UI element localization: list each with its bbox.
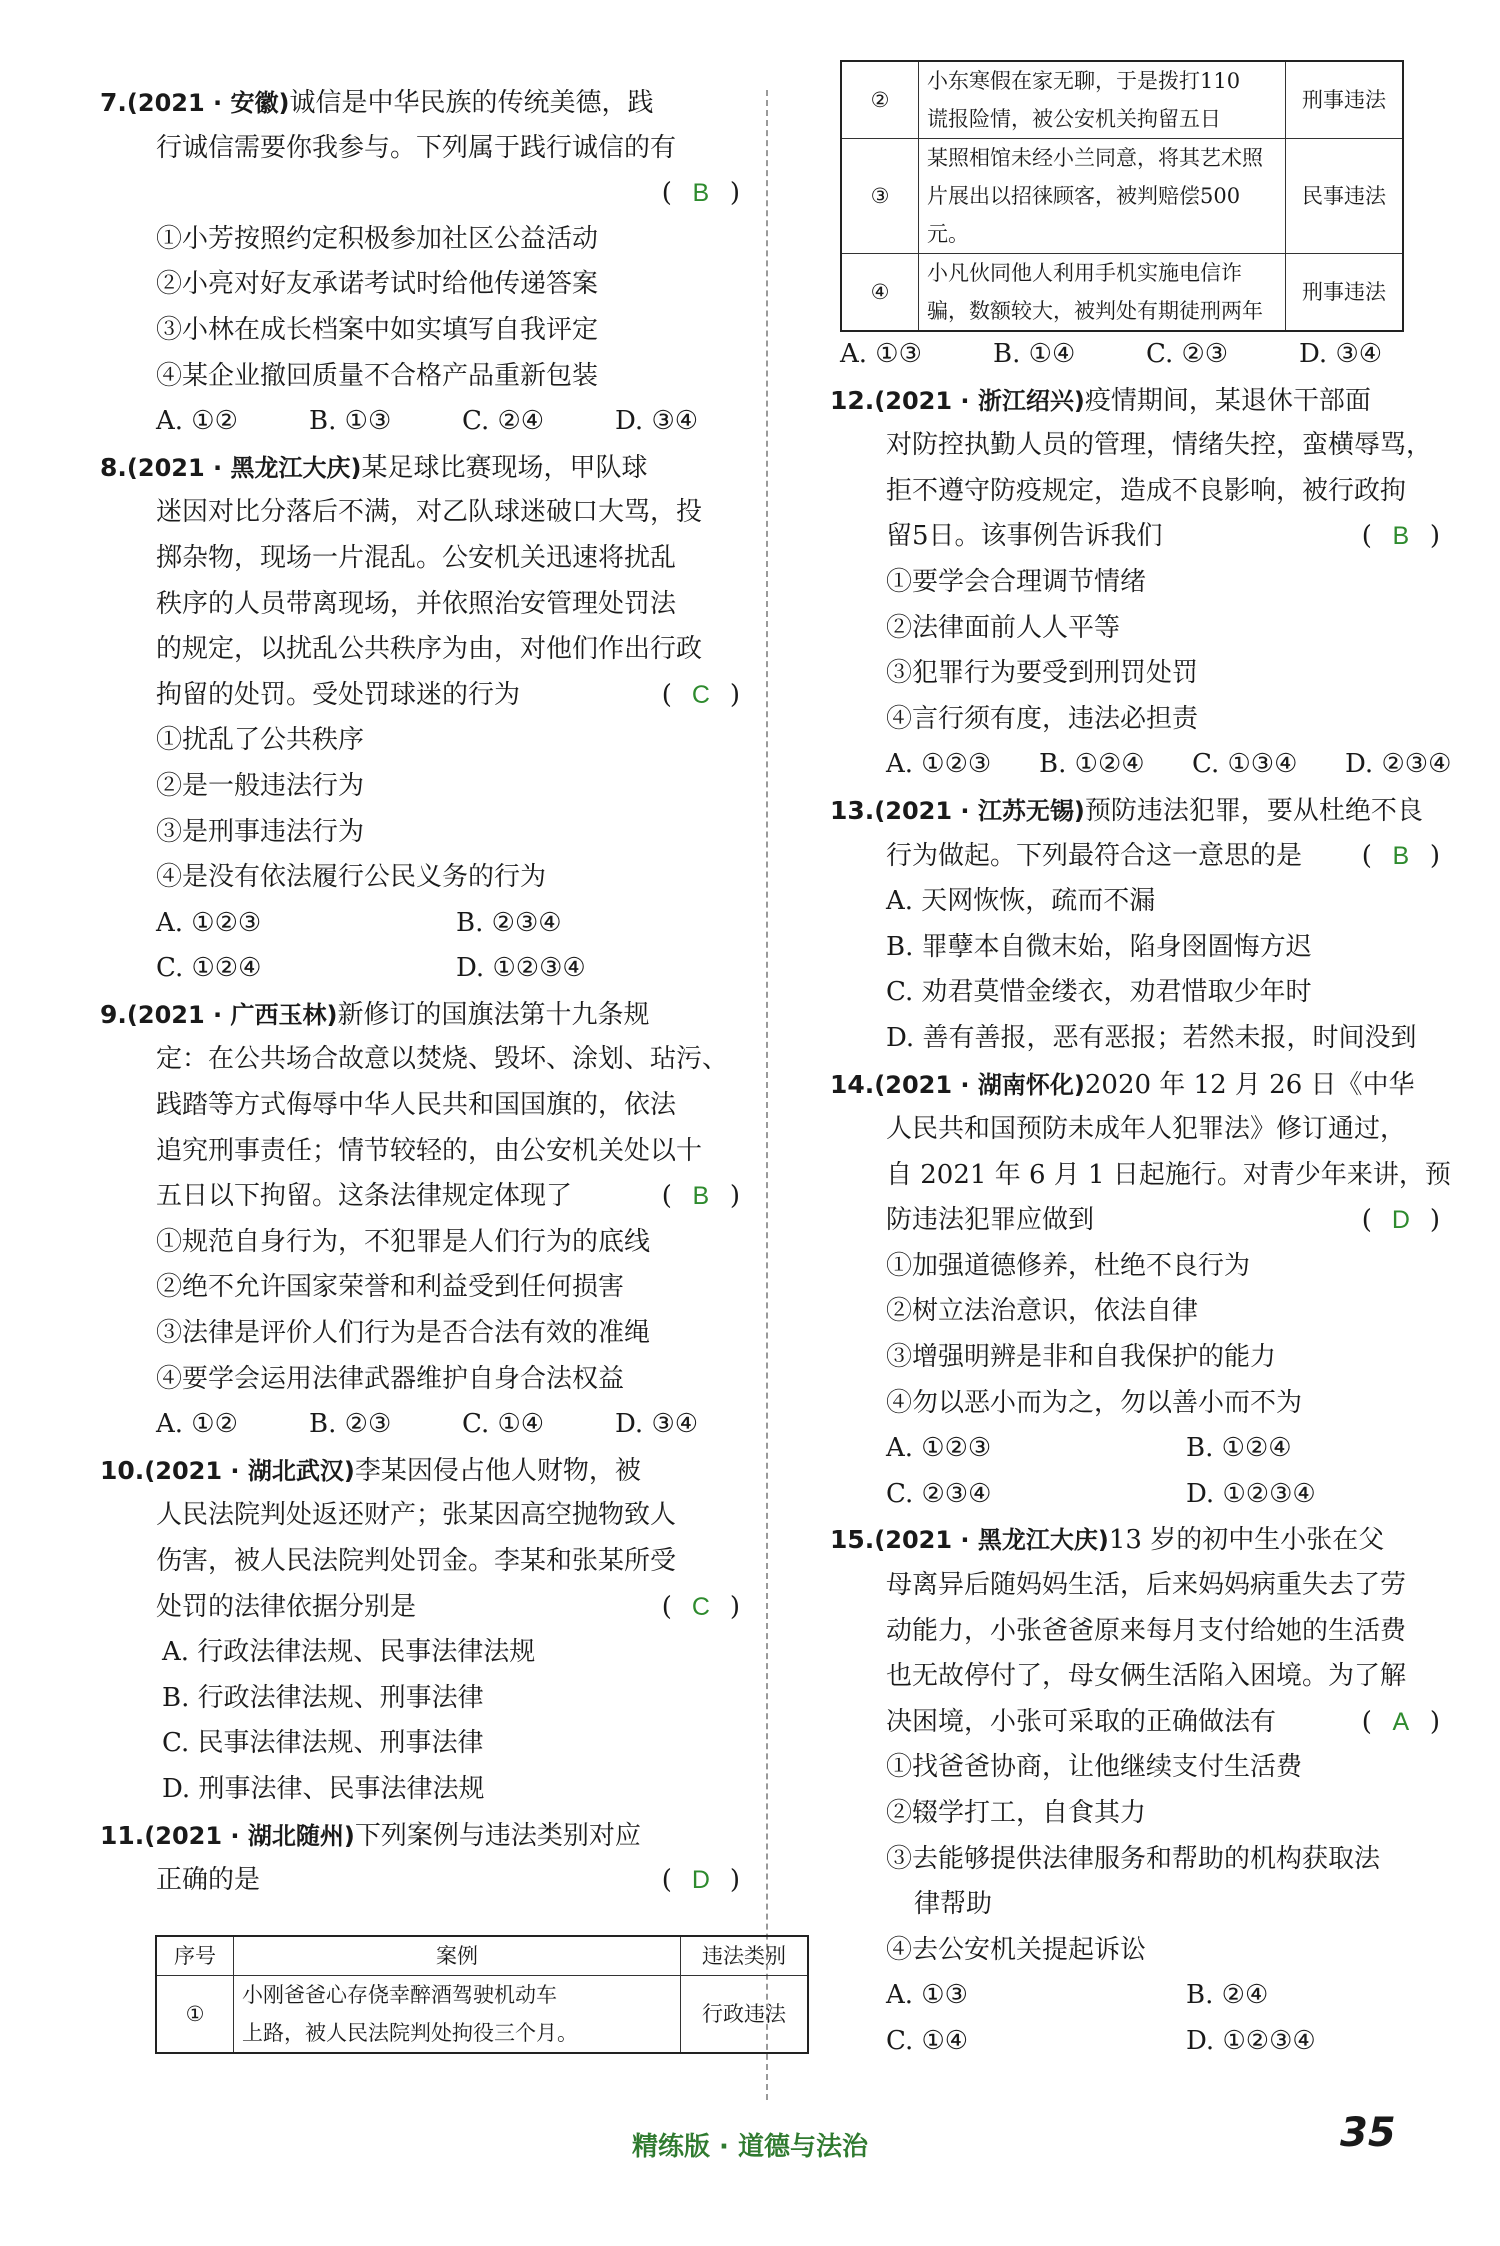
question-source: (2021 · 湖南怀化) — [874, 1070, 1085, 1099]
question-number: 13. — [830, 795, 875, 825]
answer-mark: B — [692, 179, 710, 208]
column-divider — [766, 90, 768, 2100]
answer-bracket: ( D ) — [1362, 1198, 1440, 1244]
question-number: 14. — [830, 1069, 875, 1099]
question-13: 13.(2021 · 江苏无锡)预防违法犯罪，要从杜绝不良 行为做起。下列最符合这一意思的是 ( B ) A. 天网恢恢，疏而不漏 B. 罪孽本自微末始，陷身囹圄悔方迟 C. 劝君莫惜金缕衣，劝君惜取少年时 D. 善有善报，恶有恶报；若然未报，时间没到 — [830, 795, 1440, 1053]
question-number: 15. — [830, 1525, 875, 1555]
answer-mark: B — [1392, 522, 1410, 551]
question-source: (2021 · 江苏无锡) — [874, 796, 1085, 825]
answer-mark: B — [692, 1182, 710, 1211]
question-number: 7. — [100, 88, 127, 117]
question-11: 11.(2021 · 湖北随州)下列案例与违法类别对应 正确的是 ( D ) — [100, 1813, 740, 1904]
answer-mark: B — [1392, 841, 1410, 870]
question-source: (2021 · 黑龙江大庆) — [874, 1526, 1109, 1555]
table-row: ④ 小凡伙同他人利用手机实施电信诈 骗，数额较大，被判处有期徒刑两年 刑事违法 — [841, 254, 1403, 332]
options: A. ①③ B. ①④ C. ②③ D. ③④ — [840, 339, 1383, 369]
left-column — [100, 80, 740, 1904]
options: A. ①②③ B. ①②④ C. ①③④ D. ②③④ — [886, 749, 1452, 780]
question-15: 15.(2021 · 黑龙江大庆)13 岁的初中生小张在父 母离异后随妈妈生活，后来妈妈病重失去了劳 动能力，小张爸爸原来每月支付给她的生活费 也无故停付了，母女俩生活陷入困境。为了解 决困境，小张可采取的正确做法有 ( A ) ①找爸爸协商，让他继续支付生活费 ②辍学打工，自食其力 ③去能够提供法律服务和帮助的机构获取法 律帮助 ④去公安机关提起诉讼 A. ①③ B. ②④ C. ①④ D. ①②③④ — [830, 1517, 1440, 2064]
footer-title: 精练版 · 道德与法治 — [632, 2132, 868, 2162]
question-8: 8.(2021 · 黑龙江大庆)某足球比赛现场，甲队球 迷因对比分落后不满，对乙队球迷破口大骂，投 掷杂物，现场一片混乱。公安机关迅速将扰乱 秩序的人员带离现场，并依照治安管理处罚法 的规定，以扰乱公共秩序为由，对他们作出行政 拘留的处罚。受处罚球迷的行为 ( C ) ①扰乱了公共秩序 ②是一般违法行为 ③是刑事违法行为 ④是没有依法履行公民义务的行为 A. ①②③ B. ②③④ C. ①②④ D. ①②③④ — [100, 445, 740, 992]
answer-mark: C — [691, 1592, 710, 1621]
answer-mark: A — [1392, 1707, 1410, 1736]
question-number: 12. — [830, 385, 875, 415]
table-row: ③ 某照相馆未经小兰同意，将其艺术照 片展出以招徕顾客，被判赔偿500元。 民事违法 — [841, 139, 1403, 254]
answer-bracket: ( B ) — [1362, 514, 1440, 560]
question-9: 9.(2021 · 广西玉林)新修订的国旗法第十九条规 定：在公共场合故意以焚烧、毁坏、涂划、玷污、 践踏等方式侮辱中华人民共和国国旗的，依法 追究刑事责任；情节较轻的，由公安机关处以十 五日以下拘留。这条法律规定体现了 ( B ) ①规范自身行为，不犯罪是人们行为的底线 ②绝不允许国家荣誉和利益受到任何损害 ③法律是评价人们行为是否合法有效的准绳 ④要学会运用法律武器维护自身合法权益 A. ①② B. ②③ C. ①④ D. ③④ — [100, 992, 740, 1448]
answer-mark: D — [691, 1866, 710, 1895]
question-source: (2021 · 黑龙江大庆) — [126, 453, 362, 482]
question-number: 9. — [100, 999, 127, 1029]
answer-bracket: ( A ) — [1362, 1700, 1440, 1746]
answer-bracket: ( B ) — [1362, 834, 1440, 880]
question-number: 10. — [100, 1455, 145, 1485]
answer-mark: C — [691, 680, 710, 709]
options: A. ①② B. ②③ C. ①④ D. ③④ — [156, 1409, 699, 1440]
options: A. ①③ B. ②④ — [886, 1980, 1269, 2011]
answer-bracket: ( C ) — [662, 673, 740, 719]
answer-bracket: ( C ) — [662, 1585, 740, 1631]
table-row: ① 小刚爸爸心存侥幸醉酒驾驶机动车 上路，被人民法院判处拘役三个月。 行政违法 — [156, 1976, 808, 2054]
question-source: (2021 · 安徽) — [126, 89, 290, 117]
right-column — [830, 60, 1452, 2065]
options: C. ②③④ D. ①②③④ — [886, 1478, 1316, 1509]
table-row: ② 小东寒假在家无聊，于是拨打110 谎报险情，被公安机关拘留五日 刑事违法 — [841, 61, 1403, 139]
question-number: 8. — [100, 452, 127, 482]
answer-mark: D — [1391, 1206, 1410, 1235]
question-10: 10.(2021 · 湖北武汉)李某因侵占他人财物，被 人民法院判处返还财产；张某因高空抛物致人 伤害，被人民法院判处罚金。李某和张某所受 处罚的法律依据分别是 ( C ) A. 行政法律法规、民事法律法规 B. 行政法律法规、刑事法律 C. 民事法律法规、刑事法律 D. 刑事法律、民事法律法规 — [100, 1455, 740, 1804]
case-table-continued — [840, 60, 1404, 332]
options: A. ①②③ B. ②③④ — [156, 907, 562, 938]
options: A. ①② B. ①③ C. ②④ D. ③④ — [156, 406, 699, 437]
table-header-row: 序号 案例 违法类别 — [156, 1936, 808, 1976]
options: A. ①②③ B. ①②④ — [886, 1433, 1292, 1464]
page-number: 35 — [1340, 2110, 1396, 2156]
question-12: 12.(2021 · 浙江绍兴)疫情期间，某退休干部面 对防控执勤人员的管理，情绪失控，蛮横辱骂， 拒不遵守防疫规定，造成不良影响，被行政拘 留5日。该事例告诉我们 ( B ) ①要学会合理调节情绪 ②法律面前人人平等 ③犯罪行为要受到刑罚处罚 ④言行须有度，违法必担责 A. ①②③ B. ①②④ C. ①③④ D. ②③④ — [830, 378, 1440, 788]
question-14: 14.(2021 · 湖南怀化)2020 年 12 月 26 日《中华 人民共和国预防未成年人犯罪法》修订通过， 自 2021 年 6 月 1 日起施行。对青少年来讲，预 防违法犯罪应做到 ( D ) ①加强道德修养，杜绝不良行为 ②树立法治意识，依法自律 ③增强明辨是非和自我保护的能力 ④勿以恶小而为之，勿以善小而不为 A. ①②③ B. ①②④ C. ②③④ D. ①②③④ — [830, 1062, 1440, 1518]
answer-bracket: ( B ) — [662, 1174, 740, 1220]
question-source: (2021 · 浙江绍兴) — [874, 386, 1085, 415]
case-table — [155, 1935, 809, 2054]
question-7: 7.(2021 · 安徽)诚信是中华民族的传统美德，践 行诚信需要你我参与。下列属于践行诚信的有 ( B ) ①小芳按照约定积极参加社区公益活动 ②小亮对好友承诺考试时给他传递答案 ③小林在成长档案中如实填写自我评定 ④某企业撤回质量不合格产品重新包装 A. ①② B. ①③ C. ②④ D. ③④ — [100, 80, 740, 445]
page-footer — [0, 2126, 1500, 2163]
question-source: (2021 · 湖北随州) — [144, 1821, 355, 1850]
question-source: (2021 · 广西玉林) — [126, 1000, 338, 1029]
question-number: 11. — [100, 1820, 145, 1850]
options: C. ①④ D. ①②③④ — [886, 2025, 1316, 2056]
options: C. ①②④ D. ①②③④ — [156, 953, 586, 984]
question-source: (2021 · 湖北武汉) — [144, 1456, 355, 1485]
answer-bracket: ( D ) — [662, 1858, 740, 1904]
answer-bracket: ( B ) — [662, 171, 740, 217]
